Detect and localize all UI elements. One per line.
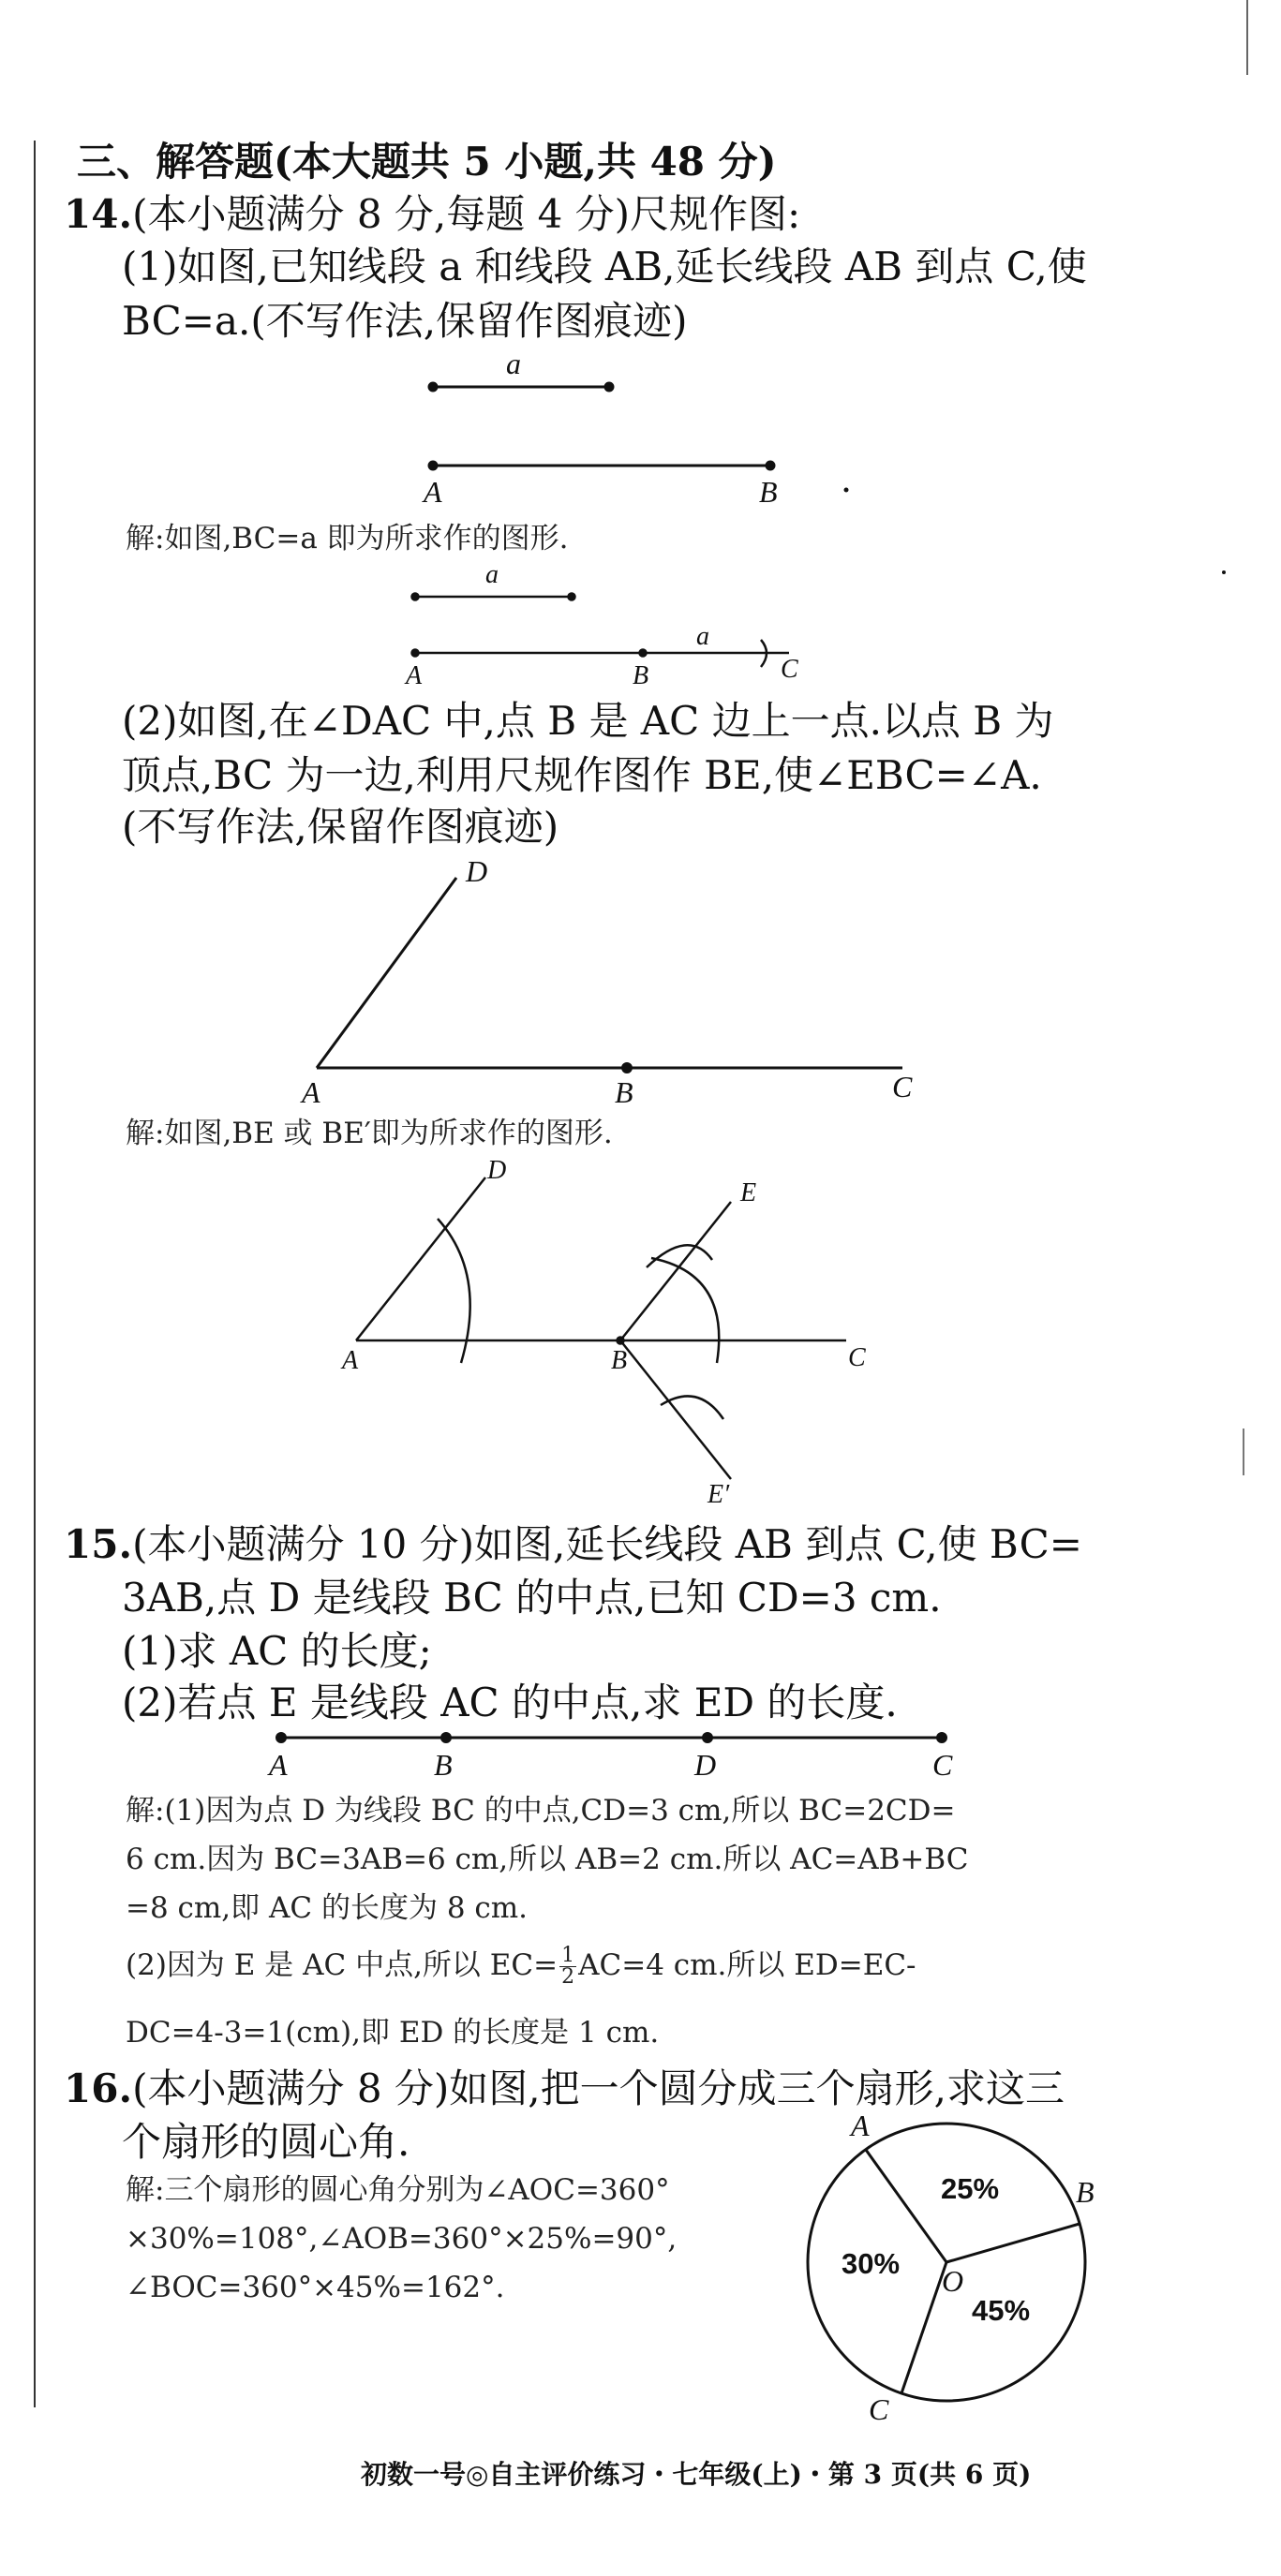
fig2s-label-D: D (487, 1156, 507, 1185)
pie-label-A: A (851, 2109, 870, 2142)
pie-label-B: B (1076, 2175, 1095, 2209)
q15-sol2-line2: DC=4-3=1(cm),即 ED 的长度是 1 cm. (126, 2016, 660, 2050)
q15-fig (277, 1734, 946, 1742)
q15-sol2-post: AC=4 cm.所以 ED=EC- (578, 1948, 916, 1982)
q15-point-C (938, 1734, 946, 1742)
fig2-label-C: C (892, 1070, 913, 1103)
fig1-speck (844, 488, 849, 493)
q14-part1-line2: BC=a.(不写作法,保留作图痕迹) (122, 298, 688, 344)
q14-part2-line2: 顶点,BC 为一边,利用尺规作图作 BE,使∠EBC=∠A. (122, 752, 1042, 798)
q15-line3: (1)求 AC 的长度; (122, 1628, 432, 1674)
q15-sol1-line2: 6 cm.因为 BC=3AB=6 cm,所以 AB=2 cm.所以 AC=AB+BC (126, 1843, 969, 1876)
q16-sol-line3: ∠BOC=360°×45%=162°. (126, 2271, 505, 2304)
pie-radius-OA (866, 2150, 946, 2262)
fig2-ray-AD (317, 878, 456, 1068)
q16-sol-line2: ×30%=108°,∠AOB=360°×25%=90°, (126, 2222, 678, 2256)
fig1s-label-A: A (406, 661, 423, 690)
q16-line1-text: (本小题满分 8 分)如图,把一个圆分成三个扇形,求这三 (132, 2065, 1065, 2111)
q15-point-A (277, 1734, 286, 1742)
pie-label-C: C (869, 2392, 889, 2426)
q14-solution1: 解:如图,BC=a 即为所求作的图形. (126, 522, 569, 555)
fig2s-ray-BE2 (620, 1340, 731, 1479)
fig1-point-a-right (605, 383, 613, 391)
pie-pct-45: 45% (972, 2294, 1031, 2327)
q15-label-D: D (694, 1748, 717, 1782)
fig2s-ray-BE (620, 1202, 731, 1340)
q15-label-A: A (269, 1748, 288, 1782)
fig1-label-A: A (424, 475, 442, 509)
q14-part2-line3: (不写作法,保留作图痕迹) (122, 804, 559, 850)
q15-line2: 3AB,点 D 是线段 BC 的中点,已知 CD=3 cm. (122, 1575, 942, 1621)
q15-line1-text: (本小题满分 10 分)如图,延长线段 AB 到点 C,使 BC= (132, 1521, 1082, 1567)
q15-point-B (442, 1734, 451, 1742)
fig2s-arc-B (651, 1258, 719, 1363)
q14-fig2-solution (356, 1177, 846, 1479)
fig1s-label-B: B (633, 661, 649, 690)
fig2s-label-C: C (848, 1343, 866, 1372)
q15-sol2-fraction: $\frac{1}{2}$ (561, 1944, 575, 1989)
q15-label-B: B (434, 1748, 453, 1782)
fig2s-arc-A (438, 1219, 470, 1363)
q15-line1 (64, 1521, 1082, 1568)
pie-radius-OC (901, 2262, 946, 2393)
fig2-label-D: D (466, 854, 488, 888)
q15-sol1-line1: 解:(1)因为点 D 为线段 BC 的中点,CD=3 cm,所以 BC=2CD= (126, 1794, 956, 1828)
q14-number: 14. (64, 191, 133, 237)
q14-fig1 (429, 383, 849, 493)
fig2s-ray-AD (356, 1177, 485, 1340)
q14-stem (64, 191, 800, 238)
fig1-point-B (767, 462, 774, 469)
fig2s-label-A: A (342, 1346, 359, 1375)
q15-line4: (2)若点 E 是线段 AC 的中点,求 ED 的长度. (122, 1680, 898, 1725)
fig2-label-A: A (302, 1075, 320, 1109)
fig1s-label-C: C (781, 655, 798, 684)
fig1s-speck (1222, 570, 1226, 574)
fig1-point-A (429, 462, 437, 469)
pie-pct-30: 30% (842, 2247, 901, 2280)
q14-part1-line1: (1)如图,已知线段 a 和线段 AB,延长线段 AB 到点 C,使 (122, 244, 1087, 289)
q15-number: 15. (64, 1521, 133, 1567)
pie-pct-25: 25% (941, 2172, 1000, 2205)
page-footer: 初数一号◎自主评价练习・七年级(上)・第 3 页(共 6 页) (361, 2459, 1032, 2490)
fig2s-label-E2: E′ (708, 1480, 730, 1509)
q16-line2: 个扇形的圆心角. (122, 2119, 410, 2165)
q14-solution2: 解:如图,BE 或 BE′即为所求作的图形. (126, 1117, 613, 1150)
q16-line1 (64, 2065, 1065, 2112)
q15-point-D (704, 1734, 712, 1742)
q15-sol2-pre: (2)因为 E 是 AC 中点,所以 EC= (126, 1948, 559, 1982)
fig1-label-a: a (506, 347, 521, 380)
q14-part2-line1: (2)如图,在∠DAC 中,点 B 是 AC 边上一点.以点 B 为 (122, 698, 1054, 744)
fig1s-label-a2: a (696, 622, 709, 651)
q16-sol-line1: 解:三个扇形的圆心角分别为∠AOC=360° (126, 2173, 670, 2207)
q15-sol1-line3: =8 cm,即 AC 的长度为 8 cm. (126, 1891, 529, 1925)
pie-label-O: O (942, 2264, 964, 2298)
fig1s-arc-mark (761, 640, 767, 667)
fig1s-point-B (640, 650, 647, 657)
right-edge-mark-top (1246, 0, 1248, 75)
pie-radius-OB (946, 2224, 1080, 2262)
left-margin-line (34, 141, 36, 2407)
fig1-label-B: B (759, 475, 778, 509)
q14-stem-text: (本小题满分 8 分,每题 4 分)尺规作图: (132, 191, 801, 237)
fig2-label-B: B (615, 1075, 633, 1109)
fig1s-label-a: a (485, 560, 499, 589)
fig2s-label-E: E (740, 1178, 757, 1207)
fig1s-point-A (412, 650, 419, 657)
section-title: 三、解答题(本大题共 5 小题,共 48 分) (77, 139, 777, 185)
fig2s-point-B (618, 1338, 624, 1344)
right-edge-mark-mid (1243, 1429, 1244, 1475)
fig2s-arc-E (647, 1245, 712, 1267)
fig2s-label-B: B (611, 1346, 628, 1375)
q15-label-C: C (932, 1748, 953, 1782)
q15-sol2-line1 (126, 1946, 916, 1988)
q14-fig2 (317, 878, 902, 1073)
fig1-point-a-left (429, 383, 437, 391)
fig2-point-B (623, 1064, 632, 1073)
q16-number: 16. (64, 2065, 133, 2111)
fig2s-arc-E2 (661, 1396, 723, 1419)
q14-fig1-solution (412, 570, 1227, 667)
